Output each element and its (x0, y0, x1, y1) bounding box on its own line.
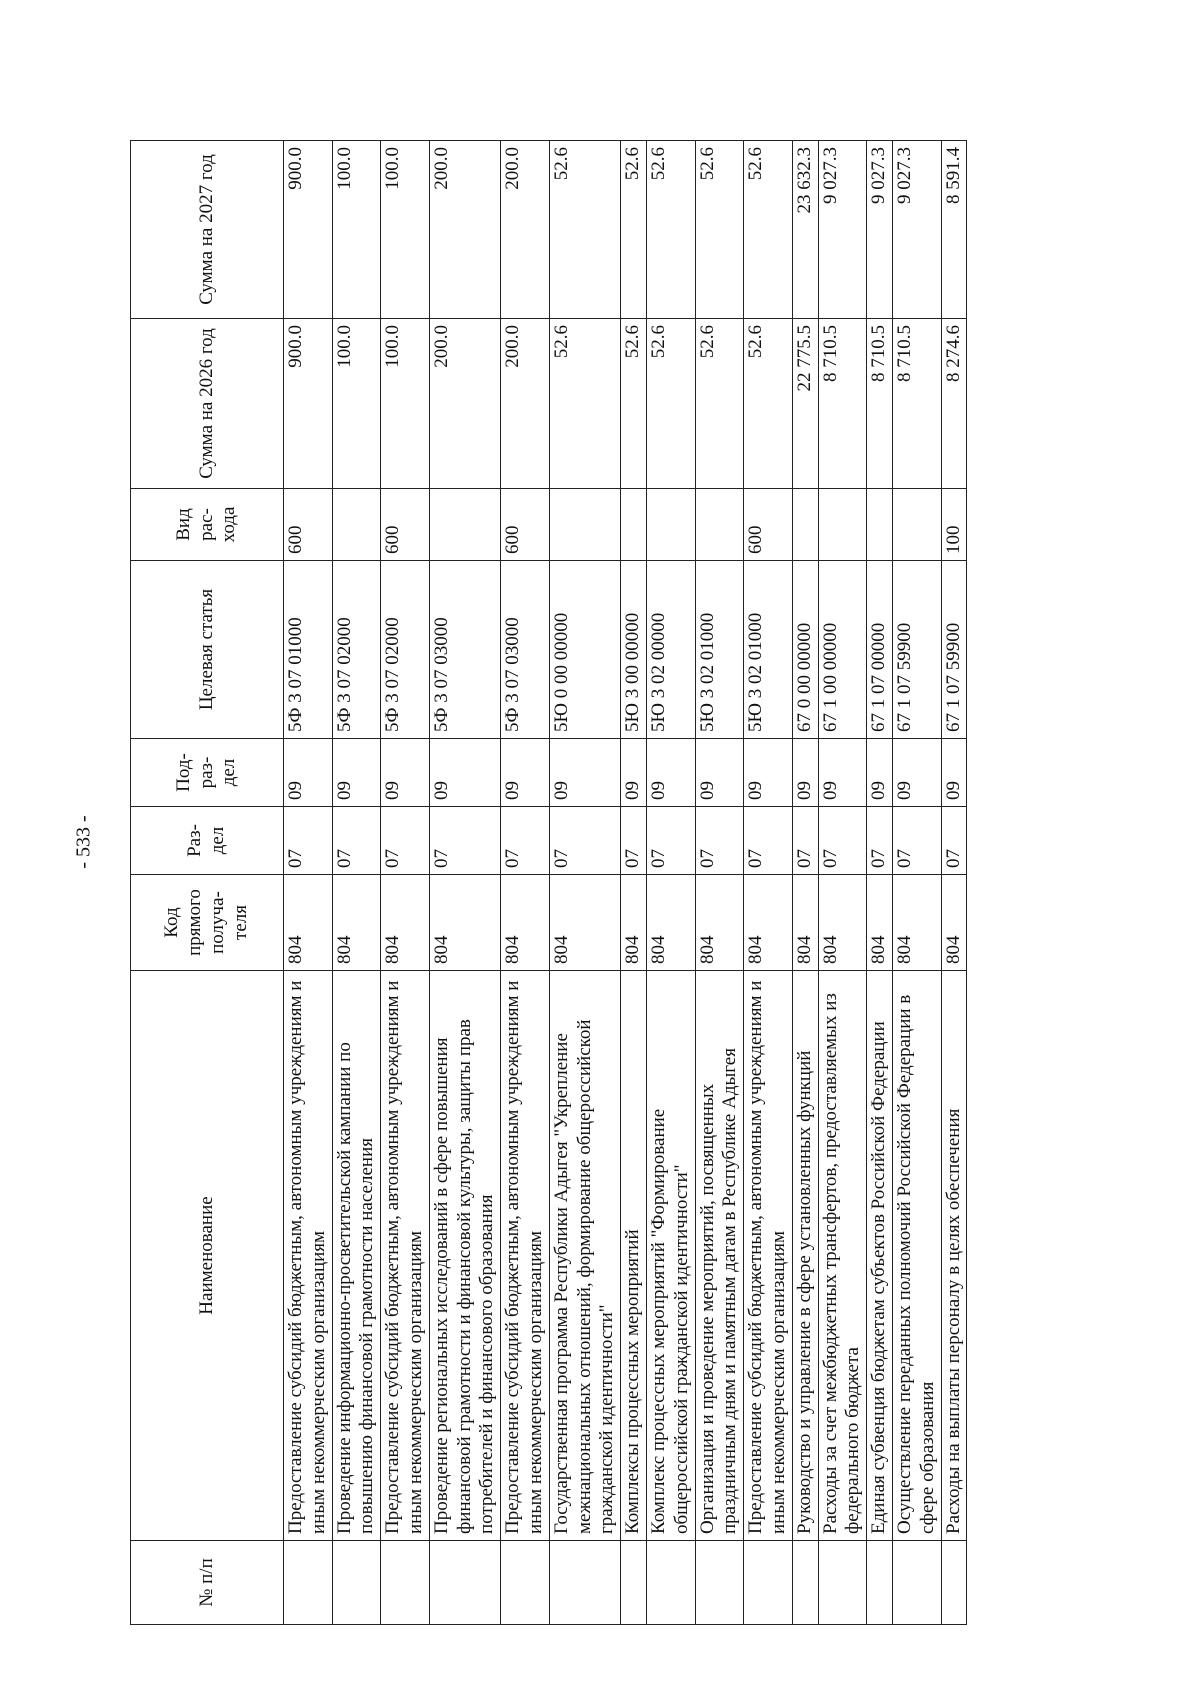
cell-sum-2026: 52.6 (744, 319, 793, 489)
cell-subsection: 09 (695, 739, 744, 807)
cell-name: Предоставление субсидий бюджетным, автономным учреждениям и иным некоммерческим организациям (744, 971, 793, 1541)
cell-recipient-code: 804 (284, 875, 333, 971)
cell-sum-2027: 9 027.3 (892, 141, 941, 319)
cell-target-article: 5Ю 0 00 00000 (549, 561, 620, 739)
cell-sum-2027: 23 632.3 (792, 141, 818, 319)
cell-name: Расходы за счет межбюджетных трансфертов, предоставляемых из федерального бюджета (818, 971, 867, 1541)
table-row (792, 141, 818, 1625)
table-row (818, 141, 867, 1625)
cell-recipient-code: 804 (501, 875, 550, 971)
cell-recipient-code: 804 (549, 875, 620, 971)
cell-expense-type (892, 489, 941, 561)
cell-target-article: 5Ф 3 07 03000 (501, 561, 550, 739)
cell-recipient-code: 804 (867, 875, 893, 971)
cell-section: 07 (818, 807, 867, 875)
cell-sum-2027: 52.6 (549, 141, 620, 319)
cell-expense-type (646, 489, 695, 561)
cell-recipient-code: 804 (892, 875, 941, 971)
cell-num (284, 1541, 333, 1625)
cell-sum-2027: 100.0 (381, 141, 430, 319)
cell-section: 07 (332, 807, 381, 875)
cell-target-article: 67 1 07 59900 (941, 561, 967, 739)
cell-num (501, 1541, 550, 1625)
header-target-article: Целевая статья (131, 561, 284, 739)
table-header-row (131, 141, 284, 1625)
cell-name: Государственная программа Республики Адыгея "Укрепление межнациональных отношений, формирование общероссийской гражданской идентичности" (549, 971, 620, 1541)
table-row (429, 141, 500, 1625)
cell-sum-2026: 22 775.5 (792, 319, 818, 489)
cell-target-article: 5Ф 3 07 02000 (381, 561, 430, 739)
cell-expense-type (549, 489, 620, 561)
cell-section: 07 (892, 807, 941, 875)
cell-name: Организация и проведение мероприятий, посвященных праздничным дням и памятным датам в Республике Адыгея (695, 971, 744, 1541)
cell-subsection: 09 (621, 739, 647, 807)
cell-recipient-code: 804 (429, 875, 500, 971)
table-body (284, 141, 967, 1625)
cell-recipient-code: 804 (818, 875, 867, 971)
cell-name: Предоставление субсидий бюджетным, автономным учреждениям и иным некоммерческим организациям (501, 971, 550, 1541)
cell-target-article: 67 0 00 00000 (792, 561, 818, 739)
cell-name: Предоставление субсидий бюджетным, автономным учреждениям и иным некоммерческим организациям (284, 971, 333, 1541)
cell-name: Комплексы процессных мероприятий (621, 971, 647, 1541)
cell-subsection: 09 (549, 739, 620, 807)
cell-expense-type: 600 (284, 489, 333, 561)
cell-target-article: 5Ф 3 07 03000 (429, 561, 500, 739)
cell-sum-2027: 100.0 (332, 141, 381, 319)
cell-expense-type (621, 489, 647, 561)
cell-num (818, 1541, 867, 1625)
cell-sum-2026: 200.0 (501, 319, 550, 489)
cell-section: 07 (744, 807, 793, 875)
cell-section: 07 (381, 807, 430, 875)
cell-section: 07 (284, 807, 333, 875)
cell-section: 07 (501, 807, 550, 875)
cell-subsection: 09 (744, 739, 793, 807)
cell-sum-2026: 8 274.6 (941, 319, 967, 489)
cell-name: Единая субвенция бюджетам субъектов Российской Федерации (867, 971, 893, 1541)
header-recipient-code: Код прямого получа- теля (131, 875, 284, 971)
cell-subsection: 09 (818, 739, 867, 807)
cell-subsection: 09 (867, 739, 893, 807)
cell-name: Расходы на выплаты персоналу в целях обеспечения (941, 971, 967, 1541)
cell-subsection: 09 (381, 739, 430, 807)
cell-name: Комплекс процессных мероприятий "Формирование общероссийской гражданской идентичности" (646, 971, 695, 1541)
table-row (332, 141, 381, 1625)
cell-sum-2026: 200.0 (429, 319, 500, 489)
cell-section: 07 (695, 807, 744, 875)
table-row (695, 141, 744, 1625)
cell-sum-2026: 900.0 (284, 319, 333, 489)
cell-sum-2027: 52.6 (744, 141, 793, 319)
cell-sum-2026: 100.0 (332, 319, 381, 489)
header-expense-type: Вид рас- хода (131, 489, 284, 561)
cell-sum-2026: 52.6 (695, 319, 744, 489)
cell-subsection: 09 (941, 739, 967, 807)
cell-target-article: 5Ю 3 02 01000 (744, 561, 793, 739)
table-row (744, 141, 793, 1625)
cell-expense-type (332, 489, 381, 561)
cell-sum-2026: 52.6 (549, 319, 620, 489)
cell-recipient-code: 804 (695, 875, 744, 971)
cell-expense-type (818, 489, 867, 561)
cell-sum-2027: 52.6 (646, 141, 695, 319)
cell-subsection: 09 (646, 739, 695, 807)
cell-subsection: 09 (501, 739, 550, 807)
cell-name: Проведение информационно-просветительской кампании по повышению финансовой грамотности населения (332, 971, 381, 1541)
cell-target-article: 67 1 07 59900 (892, 561, 941, 739)
cell-recipient-code: 804 (332, 875, 381, 971)
cell-num (792, 1541, 818, 1625)
cell-sum-2027: 9 027.3 (818, 141, 867, 319)
cell-name: Руководство и управление в сфере установленных функций (792, 971, 818, 1541)
cell-expense-type: 600 (381, 489, 430, 561)
cell-target-article: 5Ю 3 00 00000 (621, 561, 647, 739)
budget-table-rotated (130, 141, 1085, 1625)
cell-sum-2026: 100.0 (381, 319, 430, 489)
cell-subsection: 09 (284, 739, 333, 807)
header-sum-2027: Сумма на 2027 год (131, 141, 284, 319)
page-number: - 533 - (72, 815, 95, 869)
cell-expense-type: 600 (744, 489, 793, 561)
cell-sum-2027: 9 027.3 (867, 141, 893, 319)
cell-name: Проведение региональных исследований в сфере повышения финансовой грамотности и финансовой культуры, защиты прав потребителей и финансового образования (429, 971, 500, 1541)
cell-section: 07 (941, 807, 967, 875)
table-row (549, 141, 620, 1625)
cell-sum-2027: 900.0 (284, 141, 333, 319)
cell-section: 07 (549, 807, 620, 875)
cell-target-article: 5Ф 3 07 02000 (332, 561, 381, 739)
table-row (284, 141, 333, 1625)
cell-sum-2026: 8 710.5 (892, 319, 941, 489)
header-name: Наименование (131, 971, 284, 1541)
header-subsection: Под- раз- дел (131, 739, 284, 807)
cell-recipient-code: 804 (646, 875, 695, 971)
cell-sum-2026: 52.6 (621, 319, 647, 489)
cell-num (429, 1541, 500, 1625)
cell-target-article: 5Ю 3 02 00000 (646, 561, 695, 739)
header-section: Раз- дел (131, 807, 284, 875)
cell-recipient-code: 804 (792, 875, 818, 971)
table-row (621, 141, 647, 1625)
cell-subsection: 09 (892, 739, 941, 807)
cell-name: Осуществление переданных полномочий Российской Федерации в сфере образования (892, 971, 941, 1541)
cell-expense-type (429, 489, 500, 561)
table-row (501, 141, 550, 1625)
table-row (867, 141, 893, 1625)
cell-target-article: 67 1 00 00000 (818, 561, 867, 739)
cell-section: 07 (792, 807, 818, 875)
cell-expense-type: 100 (941, 489, 967, 561)
cell-section: 07 (621, 807, 647, 875)
cell-sum-2027: 52.6 (621, 141, 647, 319)
cell-section: 07 (646, 807, 695, 875)
cell-recipient-code: 804 (381, 875, 430, 971)
cell-section: 07 (867, 807, 893, 875)
cell-name: Предоставление субсидий бюджетным, автономным учреждениям и иным некоммерческим организациям (381, 971, 430, 1541)
cell-num (892, 1541, 941, 1625)
table-row (892, 141, 941, 1625)
cell-subsection: 09 (332, 739, 381, 807)
cell-recipient-code: 804 (621, 875, 647, 971)
cell-section: 07 (429, 807, 500, 875)
cell-recipient-code: 804 (744, 875, 793, 971)
cell-num (695, 1541, 744, 1625)
cell-subsection: 09 (792, 739, 818, 807)
cell-subsection: 09 (429, 739, 500, 807)
cell-num (867, 1541, 893, 1625)
cell-sum-2027: 200.0 (501, 141, 550, 319)
cell-sum-2026: 8 710.5 (867, 319, 893, 489)
header-sum-2026: Сумма на 2026 год (131, 319, 284, 489)
cell-expense-type (792, 489, 818, 561)
cell-num (332, 1541, 381, 1625)
cell-target-article: 5Ю 3 02 01000 (695, 561, 744, 739)
cell-expense-type: 600 (501, 489, 550, 561)
cell-sum-2026: 8 710.5 (818, 319, 867, 489)
cell-num (646, 1541, 695, 1625)
cell-expense-type (695, 489, 744, 561)
cell-sum-2026: 52.6 (646, 319, 695, 489)
table-row (646, 141, 695, 1625)
cell-sum-2027: 52.6 (695, 141, 744, 319)
cell-recipient-code: 804 (941, 875, 967, 971)
cell-sum-2027: 8 591.4 (941, 141, 967, 319)
cell-sum-2027: 200.0 (429, 141, 500, 319)
cell-target-article: 67 1 07 00000 (867, 561, 893, 739)
table-row (941, 141, 967, 1625)
cell-num (621, 1541, 647, 1625)
cell-num (549, 1541, 620, 1625)
table-row (381, 141, 430, 1625)
cell-num (941, 1541, 967, 1625)
budget-table (130, 140, 967, 1625)
cell-num (381, 1541, 430, 1625)
cell-expense-type (867, 489, 893, 561)
header-num: № п/п (131, 1541, 284, 1625)
cell-num (744, 1541, 793, 1625)
cell-target-article: 5Ф 3 07 01000 (284, 561, 333, 739)
